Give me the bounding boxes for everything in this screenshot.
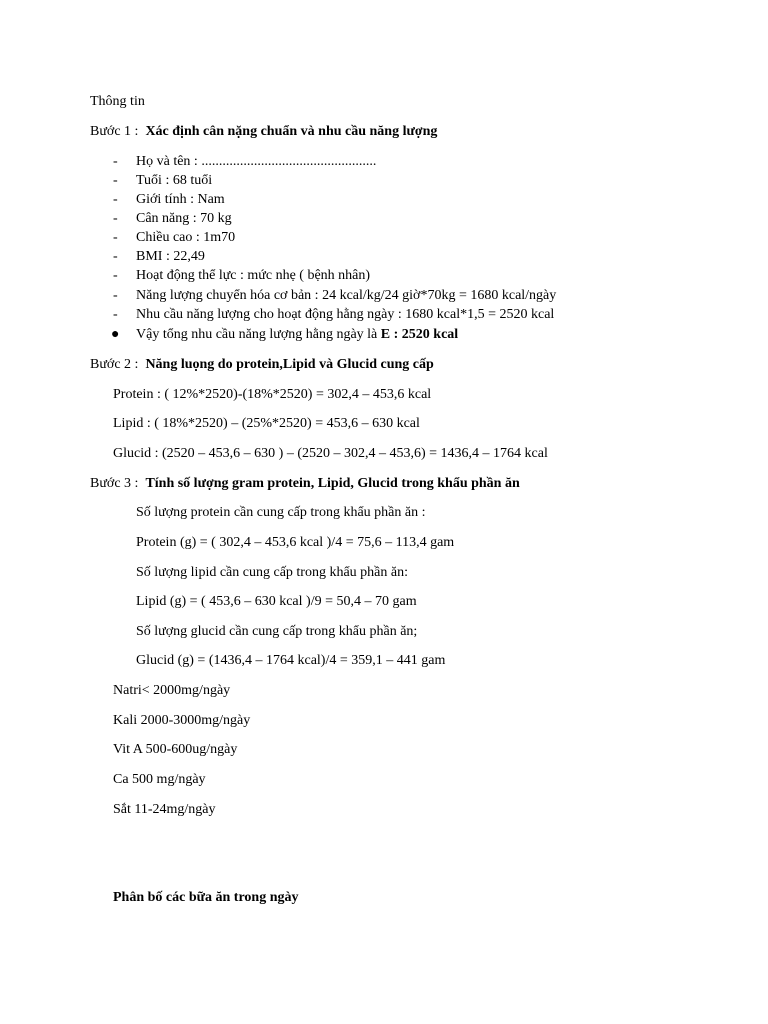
step2-heading	[90, 356, 434, 374]
vitamin-a-line: Vit A 500-600ug/ngày	[113, 742, 238, 757]
dash-marker: -	[113, 249, 118, 264]
height-line: Chiều cao : 1m70	[136, 230, 236, 245]
step1-heading	[90, 123, 437, 141]
dash-marker: -	[113, 307, 118, 322]
glucid-need-label: Số lượng glucid cần cung cấp trong khẩu phần ăn;	[136, 624, 418, 639]
calcium-line: Ca 500 mg/ngày	[113, 772, 206, 787]
step2-title: Năng luọng do protein,Lipid và Glucid cung cấp	[145, 357, 434, 372]
step1-prefix: Bước 1 :	[90, 124, 139, 139]
step3-prefix: Bước 3 :	[90, 476, 139, 491]
name-line: Họ và tên : ..................................................	[136, 154, 377, 169]
dash-marker: -	[113, 211, 118, 226]
age-line: Tuổi : 68 tuổi	[136, 173, 213, 188]
protein-energy-line: Protein : ( 12%*2520)-(18%*2520) = 302,4 – 453,6 kcal	[113, 387, 432, 402]
protein-need-label: Số lượng protein cần cung cấp trong khẩu phần ăn :	[136, 505, 426, 520]
summary-line	[136, 326, 458, 344]
weight-line: Cân năng : 70 kg	[136, 211, 232, 226]
kali-line: Kali 2000-3000mg/ngày	[113, 713, 251, 728]
glucid-energy-line: Glucid : (2520 – 453,6 – 630 ) – (2520 – 302,4 – 453,6) = 1436,4 – 1764 kcal	[113, 446, 548, 461]
bmi-line: BMI : 22,49	[136, 249, 205, 264]
step3-heading	[90, 475, 520, 493]
lipid-gram-line: Lipid (g) = ( 453,6 – 630 kcal )/9 = 50,4 – 70 gam	[136, 594, 417, 609]
intro-heading: Thông tin	[90, 94, 145, 109]
bmr-line: Năng lượng chuyển hóa cơ bản : 24 kcal/kg/24 giờ*70kg = 1680 kcal/ngày	[136, 288, 557, 303]
glucid-gram-line: Glucid (g) = (1436,4 – 1764 kcal)/4 = 359,1 – 441 gam	[136, 653, 446, 668]
iron-line: Sắt 11-24mg/ngày	[113, 802, 216, 817]
bullet-marker: ●	[111, 327, 120, 342]
meal-distribution-heading: Phân bố các bữa ăn trong ngày	[113, 890, 299, 905]
gender-line: Giới tính : Nam	[136, 192, 225, 207]
lipid-energy-line: Lipid : ( 18%*2520) – (25%*2520) = 453,6 – 630 kcal	[113, 416, 420, 431]
step3-title: Tính số lượng gram protein, Lipid, Glucid trong khẩu phần ăn	[145, 476, 520, 491]
summary-text: Vậy tổng nhu cầu năng lượng hằng ngày là	[136, 327, 381, 342]
protein-gram-line: Protein (g) = ( 302,4 – 453,6 kcal )/4 = 75,6 – 113,4 gam	[136, 535, 455, 550]
step2-prefix: Bước 2 :	[90, 357, 139, 372]
dash-marker: -	[113, 192, 118, 207]
dash-marker: -	[113, 288, 118, 303]
step1-title: Xác định cân nặng chuẩn và nhu cầu năng lượng	[145, 124, 438, 139]
lipid-need-label: Số lượng lipid cần cung cấp trong khẩu phần ăn:	[136, 565, 408, 580]
dash-marker: -	[113, 173, 118, 188]
dash-marker: -	[113, 268, 118, 283]
activity-line: Hoạt động thể lực : mức nhẹ ( bệnh nhân)	[136, 268, 371, 283]
dash-marker: -	[113, 230, 118, 245]
summary-value: E : 2520 kcal	[380, 327, 459, 342]
daily-need-line: Nhu cầu năng lượng cho hoạt động hằng ngày : 1680 kcal*1,5 = 2520 kcal	[136, 307, 555, 322]
natri-line: Natri< 2000mg/ngày	[113, 683, 231, 698]
dash-marker: -	[113, 154, 118, 169]
